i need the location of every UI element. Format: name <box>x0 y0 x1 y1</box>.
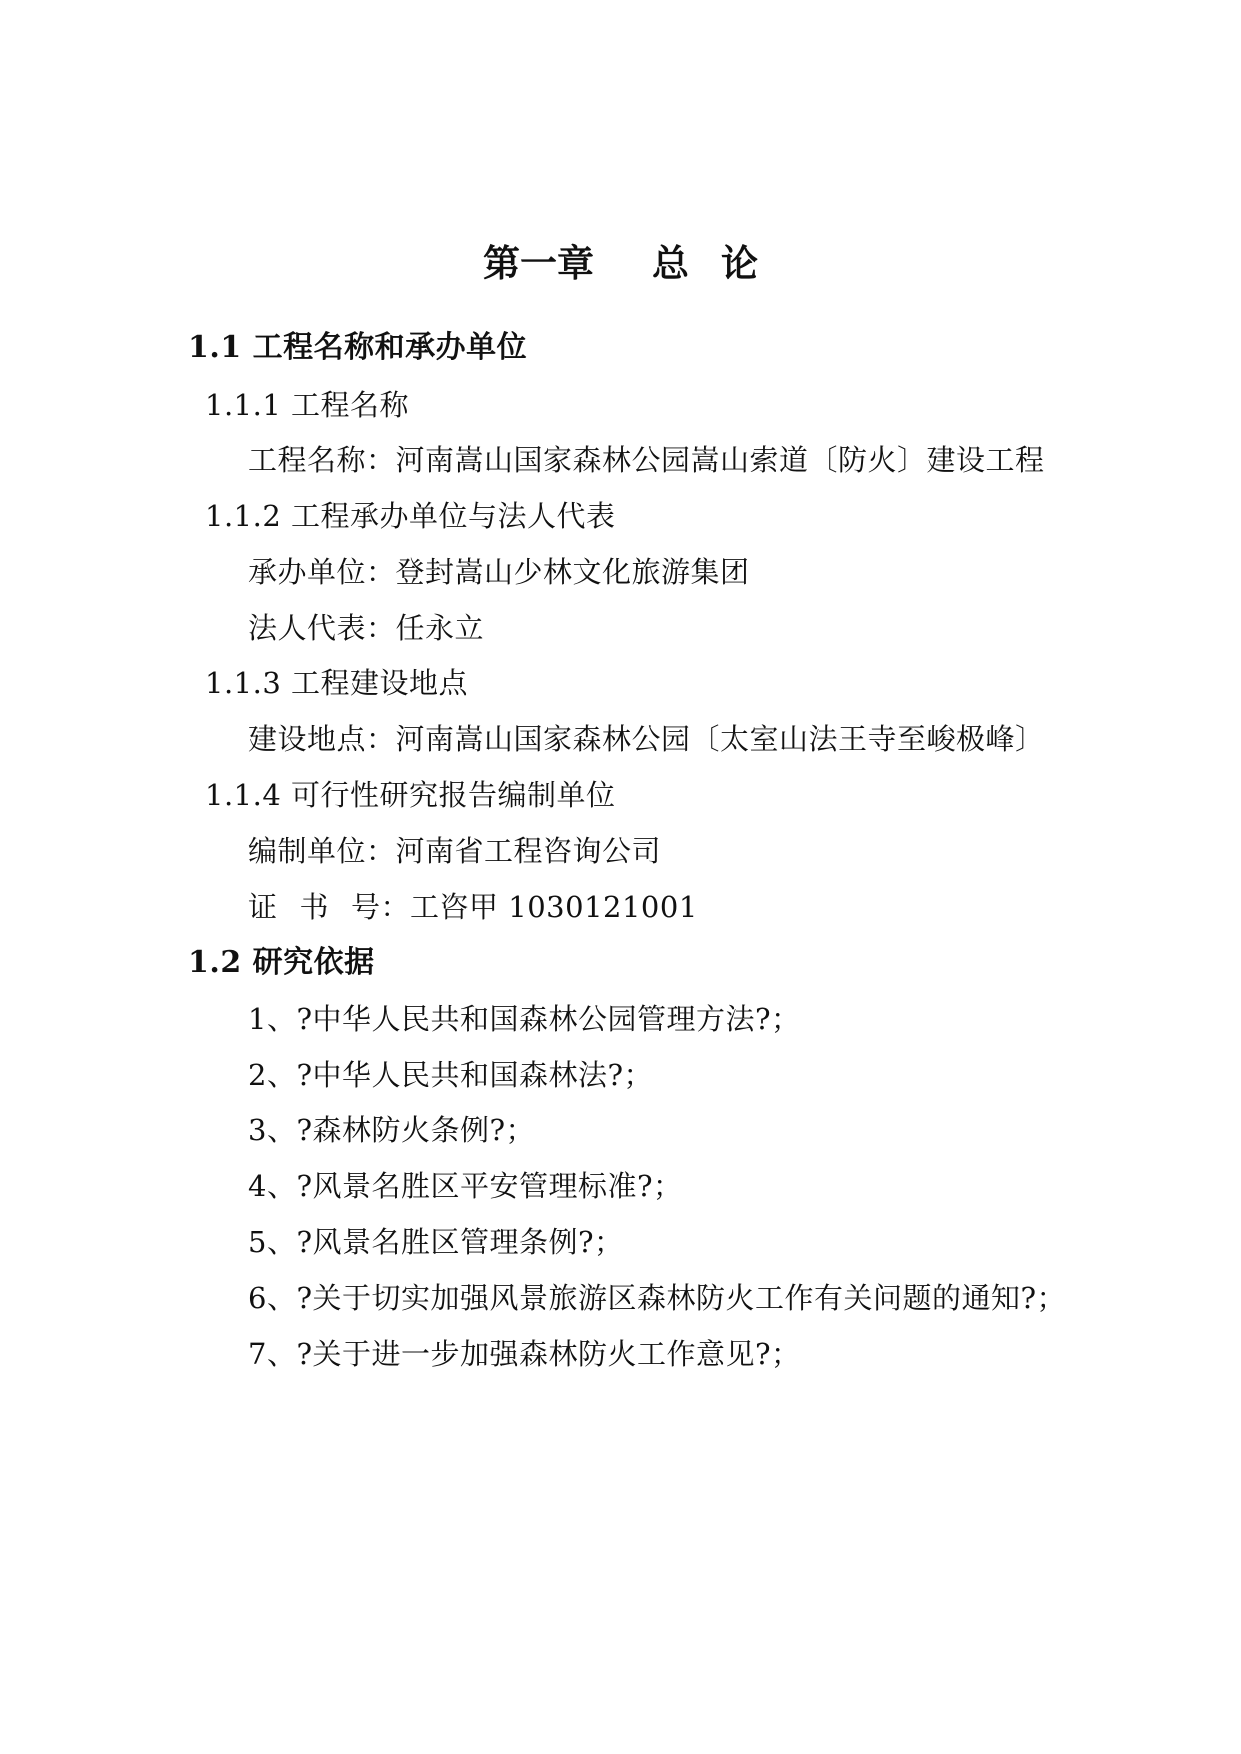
reference-item: 3、?森林防火条例?； <box>248 1113 536 1147</box>
construction-site-text: 建设地点：河南嵩山国家森林公园〔太室山法王寺至峻极峰〕 <box>248 722 1045 756</box>
subsection-heading-1-1-4: 1.1.4 可行性研究报告编制单位 <box>205 778 616 812</box>
cert-label-char-3: 号： <box>351 890 411 924</box>
reference-item: 1、?中华人民共和国森林公园管理方法?； <box>248 1002 801 1036</box>
chapter-title-word-1: 总 <box>652 241 689 285</box>
chapter-title <box>0 240 1241 286</box>
reference-item: 7、?关于进一步加强森林防火工作意见?； <box>248 1337 801 1371</box>
project-name-text: 工程名称：河南嵩山国家森林公园嵩山索道〔防火〕建设工程 <box>248 443 1045 477</box>
compiling-unit-text: 编制单位：河南省工程咨询公司 <box>248 834 662 868</box>
reference-item: 4、?风景名胜区平安管理标准?； <box>248 1169 683 1203</box>
subsection-heading-1-1-2: 1.1.2 工程承办单位与法人代表 <box>205 499 616 533</box>
reference-item: 6、?关于切实加强风景旅游区森林防火工作有关问题的通知?； <box>248 1281 1067 1315</box>
cert-label-char-2: 书 <box>299 890 330 924</box>
sponsor-unit-text: 承办单位：登封嵩山少林文化旅游集团 <box>248 555 750 589</box>
cert-label-char-1: 证 <box>248 890 278 924</box>
subsection-heading-1-1-3: 1.1.3 工程建设地点 <box>205 666 469 700</box>
legal-representative-text: 法人代表：任永立 <box>248 611 485 645</box>
section-heading-1-2: 1.2 研究依据 <box>188 945 375 980</box>
chapter-number: 第一章 <box>483 241 594 285</box>
reference-item: 5、?风景名胜区管理条例?； <box>248 1225 624 1259</box>
subsection-heading-1-1-1: 1.1.1 工程名称 <box>205 388 410 422</box>
cert-number-value: 工咨甲 1030121001 <box>410 890 698 924</box>
section-heading-1-1: 1.1 工程名称和承办单位 <box>188 330 528 365</box>
certificate-number-text <box>248 889 698 925</box>
reference-item: 2、?中华人民共和国森林法?； <box>248 1058 654 1092</box>
chapter-title-word-2: 论 <box>721 241 758 285</box>
